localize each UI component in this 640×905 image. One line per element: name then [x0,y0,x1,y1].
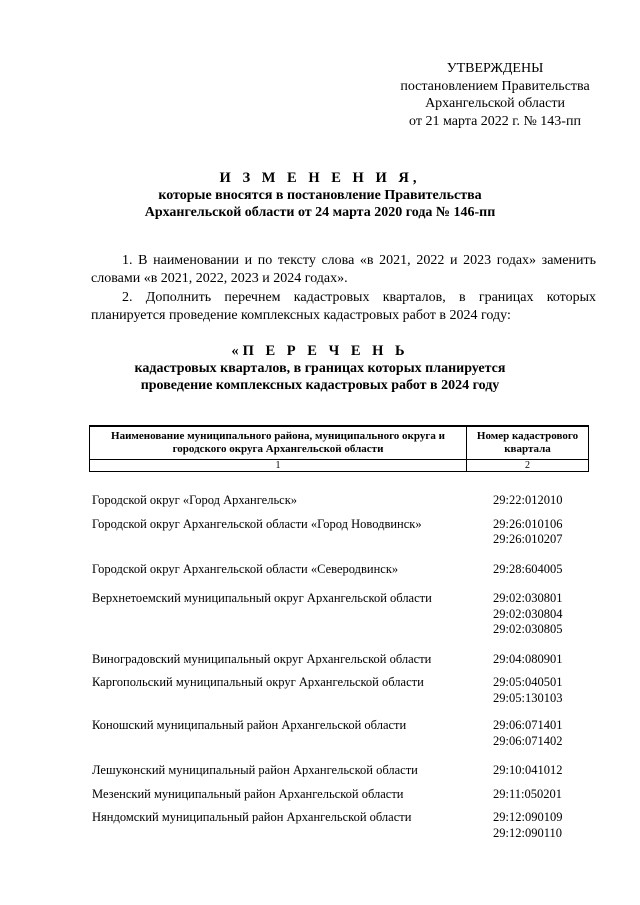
district-name: Виноградовский муниципальный округ Архангельской области [92,651,432,666]
quarter-codes [493,787,592,803]
quarters-table-body [92,493,592,841]
table-row [92,718,592,749]
cadastral-quarter-number: 29:05:040501 [493,675,563,689]
district-name: Городской округ Архангельской области «Северодвинск» [92,561,399,576]
district-name: Коношский муниципальный район Архангельской области [92,718,407,732]
table-row [92,493,592,509]
quarter-codes [493,591,592,638]
changes-title: И З М Е Н Е Н И Я, [219,170,421,186]
approval-line: от 21 марта 2022 г. № 143-пп [409,113,581,129]
column-number: 1 [90,460,467,472]
approval-line: Архангельской области [425,96,565,111]
cadastral-quarter-number: 29:11:050201 [493,786,562,801]
changes-subtitle: которые вносятся в постановление Правительства [158,188,482,203]
district-name: Городской округ «Город Архангельск» [92,493,298,507]
cadastral-quarter-number: 29:12:090109 [493,810,563,824]
paragraph: 2. Дополнить перечнем кадастровых кварталов, в границах которых планируется проведение комплексных кадастровых работ в 2024 году: [91,290,596,323]
quarter-codes [493,517,592,548]
quarter-codes [493,493,592,509]
quarter-codes [493,652,592,668]
list-subtitle: кадастровых кварталов, в границах которых планируется [134,361,506,376]
cadastral-quarter-number: 29:06:071401 [493,718,563,732]
quarter-codes [493,810,592,841]
cadastral-quarter-number: 29:28:604005 [493,561,563,576]
district-name: Мезенский муниципальный район Архангельской области [92,786,404,801]
cadastral-quarter-number: 29:04:080901 [493,651,563,666]
quarter-codes [493,718,592,749]
approval-title: УТВЕРЖДЕНЫ [446,61,544,76]
changes-subtitle: Архангельской области от 24 марта 2020 года № 146-пп [144,205,496,220]
table-row [92,810,592,841]
list-title: «П Е Р Е Ч Е Н Ь [231,343,409,359]
quarter-codes [493,675,592,706]
cadastral-quarter-number: 29:10:041012 [493,763,563,777]
table-row [92,675,592,706]
cadastral-quarter-number: 29:26:010207 [493,532,563,546]
table-row [92,517,592,548]
list-heading [60,343,580,394]
cadastral-quarter-number: 29:22:012010 [493,493,563,507]
column-header-quarter: Номер кадастрового квартала [467,426,589,460]
cadastral-quarter-number: 29:02:030801 [493,591,563,605]
table-row [92,787,592,803]
cadastral-quarter-number: 29:02:030804 [493,606,563,621]
cadastral-quarter-number: 29:26:010106 [493,516,563,531]
cadastral-quarter-number: 29:12:090110 [493,825,562,840]
district-name: Городской округ Архангельской области «Город Новодвинск» [92,516,422,531]
list-subtitle: проведение комплексных кадастровых работ в 2024 году [140,378,500,393]
paragraph: 1. В наименовании и по тексту слова «в 2021, 2022 и 2023 годах» заменить словами «в 2021, 2022, 2023 и 2024 годах». [91,253,596,286]
table-row [92,652,592,668]
cadastral-quarter-number: 29:02:030805 [493,622,563,636]
table-row [92,763,592,779]
quarter-codes [493,562,592,578]
cadastral-quarter-number: 29:06:071402 [493,733,563,748]
approval-line: постановлением Правительства [400,78,590,94]
cadastral-quarter-number: 29:05:130103 [493,690,563,705]
quarters-table-header [89,425,589,472]
district-name: Каргопольский муниципальный округ Архангельской области [92,675,424,689]
table-row [92,562,592,578]
column-header-district: Наименование муниципального района, муниципального округа и городского округа Архангельской области [90,426,467,460]
district-name: Няндомский муниципальный район Архангельской области [92,810,412,824]
table-row [92,591,592,638]
approval-stamp [370,60,620,130]
changes-heading [60,170,580,221]
district-name: Верхнетоемский муниципальный округ Архангельской области [92,591,432,605]
district-name: Лешуконский муниципальный район Архангельской области [92,763,418,777]
quarter-codes [493,763,592,779]
column-number: 2 [467,460,589,472]
